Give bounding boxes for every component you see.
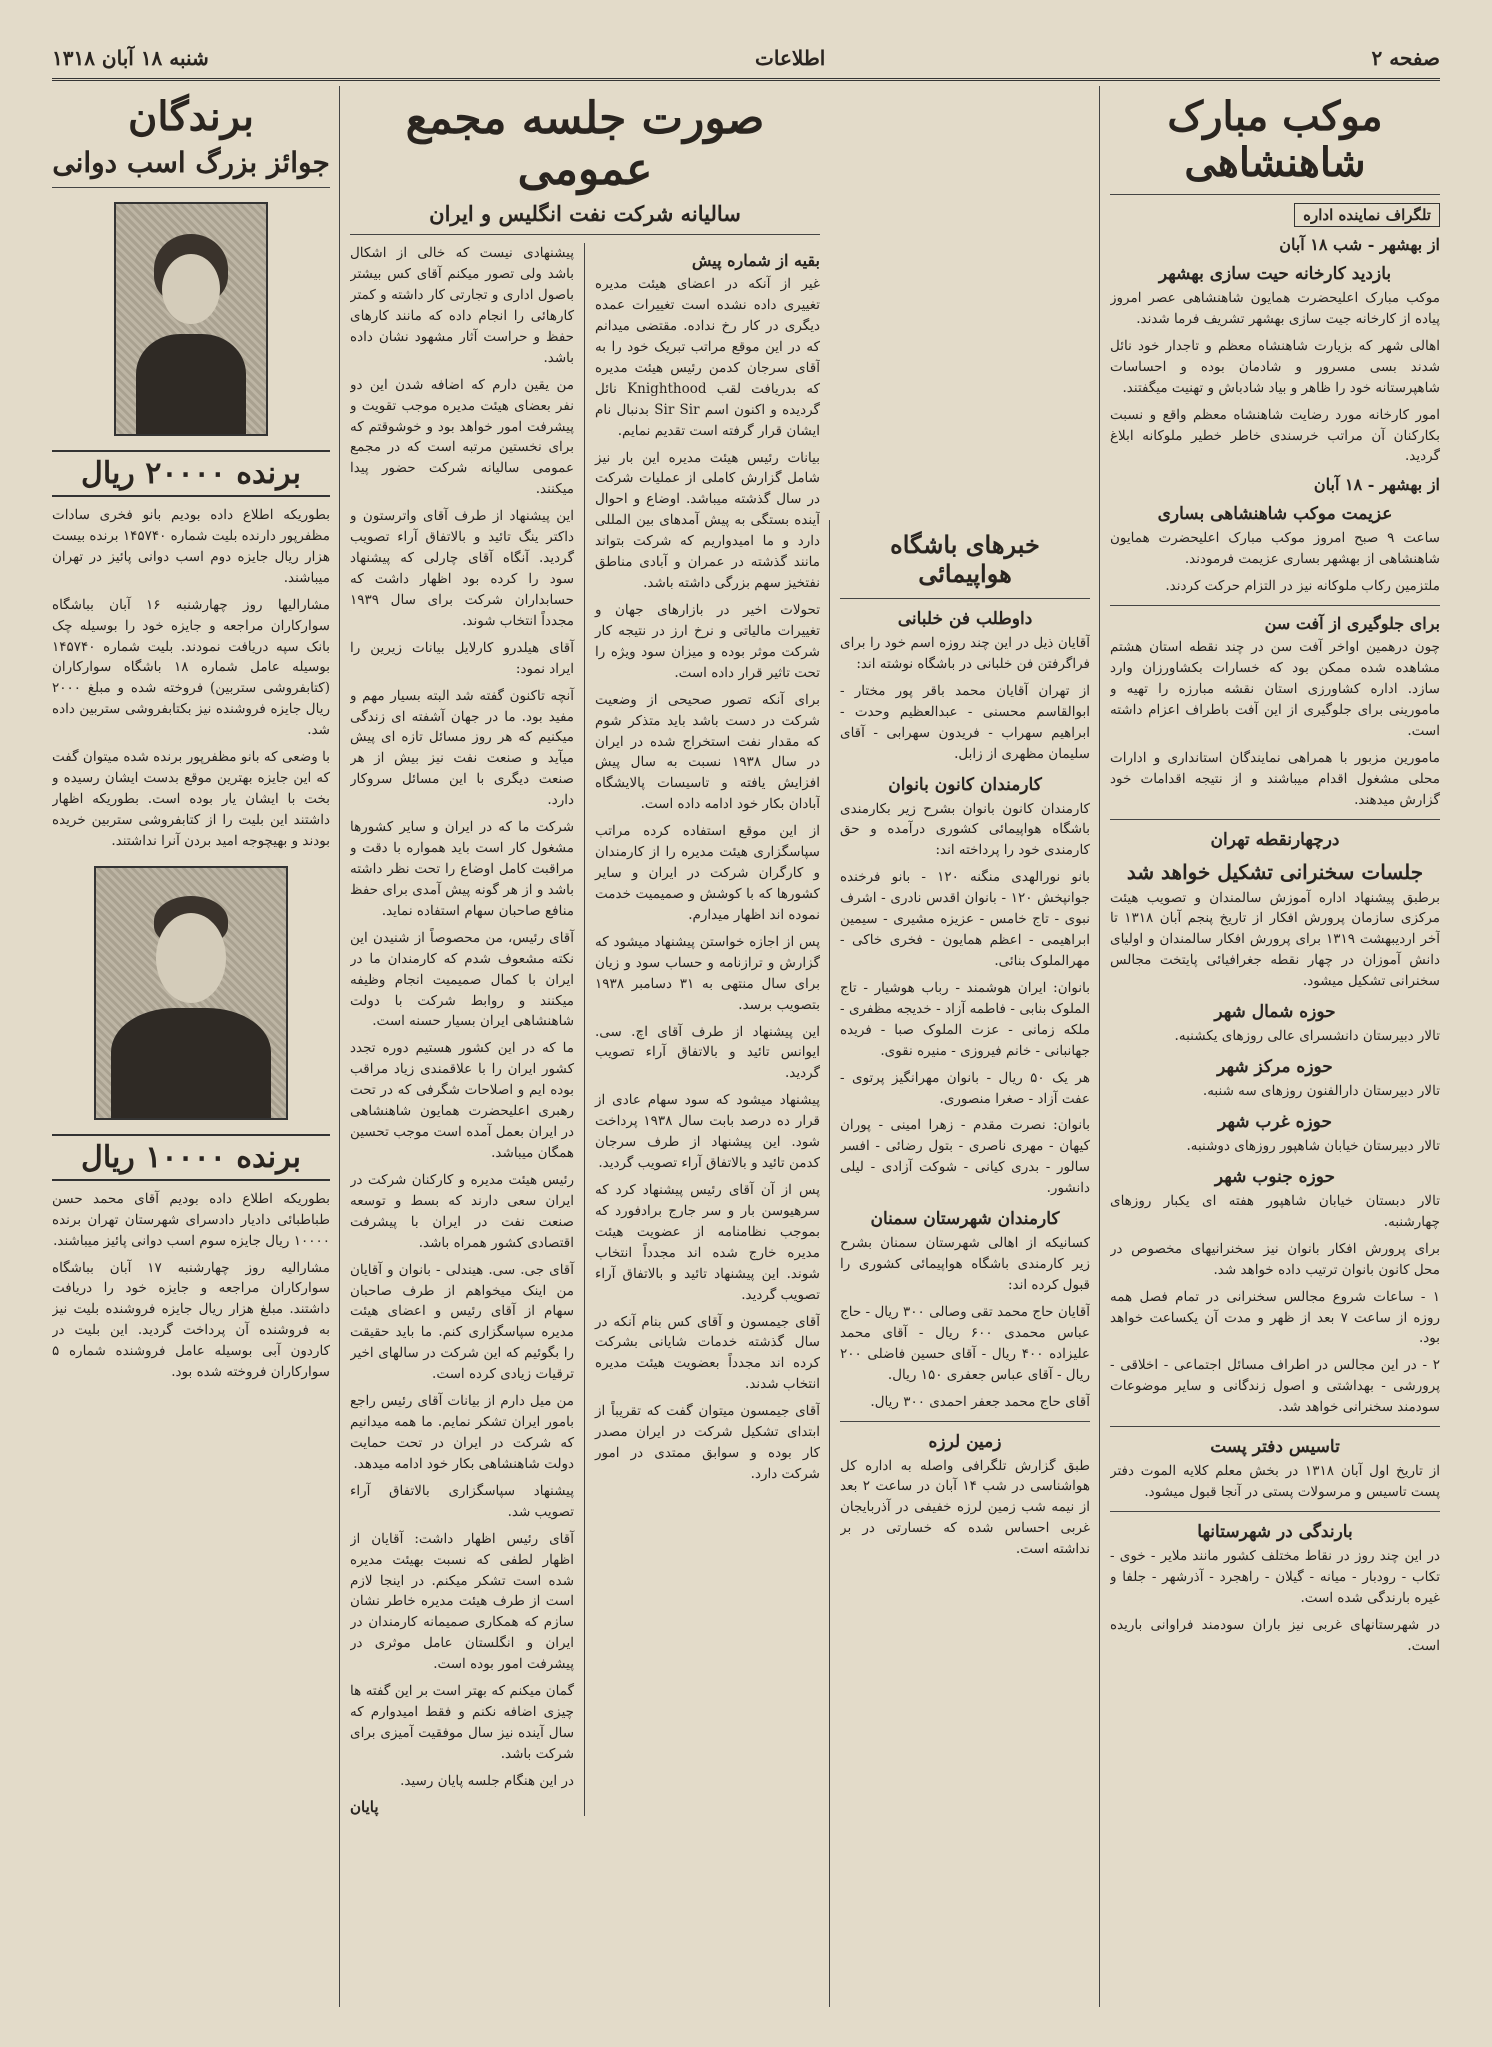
article-paragraph: مامورین مزبور با همراهی نمایندگان استانداری و ادارات محلی مشغول اقدام میباشند و از نتیجه اقدامات خود گزارش میدهند. [1110, 749, 1440, 808]
issue-date: شنبه ۱۸ آبان ۱۳۱۸ [52, 46, 209, 70]
article-paragraph: این پیشنهاد از طرف آقای اچ. سی. ایوانس تائید و بالاتفاق آراء تصویب گردید. [595, 1023, 820, 1082]
article-paragraph: این پیشنهاد از طرف آقای واترستون و داکتر ینگ تائید و بالاتفاق آراء تصویب گردید. آنگاه آقای چارلی که پیشنهاد سود را کرده بود اظهار داشت که حسابداران شرکت برای سال ۱۹۳۹ مجدداً انتخاب شوند. [350, 508, 575, 629]
subhead-semnan-members: کارمندان شهرستان سمنان [870, 1209, 1060, 1230]
article-paragraph: ملتزمین رکاب ملوکانه نیز در التزام حرکت کردند. [1165, 578, 1440, 595]
column-aviation-news [840, 520, 1090, 2007]
article-paragraph: رئیس هیئت مدیره و کارکنان شرکت در ایران سعی دارند که بسط و توسعه صنعت نفت در ایران با پیشرفت اقتصادی کشور همراه باشد. [350, 1171, 575, 1251]
article-paragraph: پیشنهاد سپاسگزاری بالاتفاق آراء تصویب شد. [350, 1482, 575, 1520]
article-paragraph: از تاریخ اول آبان ۱۳۱۸ در بخش معلم کلایه الموت دفتر پست تاسیس و مرسولات پستی در آنجا قبول میشود. [1110, 1463, 1440, 1501]
article-paragraph: غیر از آنکه در اعضای هیئت مدیره تغییری داده نشده است تغییرات عمده دیگری در کار رخ نداده. مقتضی میدانم که در این موقع مراتب تبریک خود را به آقای سرجان کدمن رئیس هیئت مدیره که بدریافت لقب Knighthood نائل گردیده و اکنون اسم Sir Sir بدنبال نام ایشان قرار گرفته است تقدیم نمایم. [595, 276, 820, 439]
assembly-subcol-left [350, 243, 574, 1816]
article-paragraph: از تهران آقایان محمد باقر پور مختار - ابوالقاسم محسنی - عبدالعظیم وحدت - ابراهیم سهراب - فریدون سهرابی - آقای سلیمان مظهری از زابل. [840, 682, 1090, 762]
column-divider [584, 243, 585, 1816]
continued-label: بقیه از شماره پیش [691, 251, 820, 271]
article-paragraph: پس از آن آقای رئیس پیشنهاد کرد که سرهیوسن بار و سر جارج برادفورد که بموجب نظامنامه از عضویت هیئت مدیره خارج شده اند مجدداً انتخاب شوند. این پیشنهاد تائید و بالاتفاق آراء تصویب گردید. [595, 1181, 820, 1303]
subhead-post-office: تاسیس دفتر پست [1210, 1437, 1340, 1458]
article-paragraph: آقای جی. سی. هیندلی - بانوان و آقایان من اینک میخواهم از طرف صاحبان سهام از آقای رئیس و اعضای هیئت مدیره سپاسگزاری کنم. ما باید حقیقت را بگوئیم که این شرکت در سالهای اخیر ترقیات زیادی کرده است. [350, 1261, 575, 1383]
assembly-body [350, 243, 820, 1816]
article-paragraph: گمان میکنم که بهتر است بر این گفته ها چیزی اضافه نکنم و فقط امیدوارم که سال آینده نیز سال موفقیت آمیزی برای شرکت باشد. [350, 1683, 575, 1762]
article-paragraph: بطوریکه اطلاع داده بودیم بانو فخری سادات مظفرپور دارنده بلیت شماره ۱۴۵۷۴۰ برنده بیست هزار ریال جایزه دوم اسب دوانی پائیز در تهران میباشند. [52, 507, 330, 586]
article-paragraph: پس از اجازه خواستن پیشنهاد میشود که گزارش و ترازنامه و حساب سود و زیان برای سال منتهی به ۳۱ دسامبر ۱۹۳۸ بتصویب برسد. [595, 933, 820, 1013]
district-north: حوزه شمال شهر [1214, 1002, 1336, 1023]
article-paragraph: شرکت ما که در ایران و سایر کشورها مشغول کار است باید همواره با دقت و مراقبت کامل اوضاع را تحت نظر داشته باشد و از هر گونه پیش آمدی برای حفظ منافع صاحبان سهام استفاده نماید. [350, 819, 575, 919]
article-paragraph: بانوان: ایران هوشمند - رباب هوشیار - تاج الملوک بنابی - فاطمه آزاد - خدیجه مظفری - ملکه زمانی - عزت الملوک صبا - فریده جهانبانی - خانم فیروزی - منیره نقوی. [840, 979, 1090, 1059]
subhead-earthquake: زمین لرزه [928, 1431, 1002, 1452]
article-paragraph: تالار دبیرستان دارالفنون روزهای سه شنبه. [1202, 1083, 1440, 1100]
article-paragraph: تحولات اخیر در بازارهای جهان و تغییرات مالیاتی و نرخ ارز در نتیجه کار شرکت موثر بوده و میزان سود ویژه را تحت تاثیر قرار داده است. [595, 602, 820, 681]
article-paragraph: در شهرستانهای غربی نیز باران سودمند فراوانی باریده است. [1110, 1616, 1440, 1654]
article-paragraph: طبق گزارش تلگرافی واصله به اداره کل هواشناسی در شب ۱۴ آبان در ساعت ۲ بعد از نیمه شب زمین لرزه خفیفی در آذربایجان غربی احساس شده که خسارتی در بر نداشته است. [840, 1457, 1090, 1558]
subhead-factory-visit: بازدید کارخانه حیت سازی بهشهر [1158, 264, 1392, 284]
article-paragraph: ۲ - در این مجالس در اطراف مسائل اجتماعی - اخلاقی - پرورشی - بهداشتی و اصول زندگانی و سایر موضوعات سودمند سخنرانی خواهد شد. [1110, 1357, 1440, 1416]
district-south: حوزه جنوب شهر [1214, 1166, 1336, 1187]
winners-subtitle: جوائز بزرگ اسب دوانی [52, 146, 330, 179]
article-paragraph: در این هنگام جلسه پایان رسید. [400, 1772, 575, 1789]
article-paragraph: اهالی شهر که بزیارت شاهنشاه معظم و تاجدار خود نائل شدند بسی مسرور و شادمان بوده و احساسات شاهپرستانه خود را ظاهر و بیاد شادباش و تهنیت میگفتند. [1110, 337, 1440, 396]
subhead-four-points: درچهارنقطه تهران [1210, 829, 1340, 850]
assembly-subcol-right [595, 243, 820, 1816]
article-paragraph: آقایان حاج محمد تقی وصالی ۳۰۰ ریال - حاج عباس محمدی ۶۰۰ ریال - آقای محمد علیزاده ۴۰۰ ریال - آقای حسین فاضلی ۲۰۰ ریال - آقای عباس جعفری ۱۵۰ ریال. [840, 1303, 1090, 1383]
column-divider [1099, 86, 1100, 2007]
article-paragraph: چون درهمین اواخر آفت سن در چند نقطه استان هشتم مشاهده شده ممکن بود که خسارات بکشاورزان وارد سازد. اداره کشاورزی استان نقشه مبارزه را تهیه و مامورینی برای جلوگیری از این آفت باطراف اعزام داشته است. [1110, 639, 1440, 739]
prize-20000-heading: برنده ۲۰۰۰۰ ریال [52, 450, 330, 497]
article-paragraph: مشارالیه روز چهارشنبه ۱۷ آبان بباشگاه سوارکاران مراجعه و جایزه خود را دریافت داشتند. مبلغ هزار ریال جایزه فروشنده بلیت نیز به فروشنده آن پرداخت گردید. این بلیت در کاردون آبی بوسیله عامل فروشنده شماره ۵ سوارکاران فروخته شده بود. [52, 1259, 330, 1381]
article-paragraph: ۱ - ساعات شروع مجالس سخنرانی در تمام فصل همه روزه از ساعت ۷ بعد از ظهر و مدت آن یکساعت خواهد بود. [1110, 1288, 1440, 1347]
winner-photo-man [94, 866, 288, 1120]
column-divider [339, 86, 340, 2007]
column-divider [829, 520, 830, 2007]
dateline-1: از بهشهر - شب ۱۸ آبان [1279, 235, 1440, 254]
newspaper-name: اطلاعات [755, 46, 826, 70]
article-paragraph: موکب مبارک اعلیحضرت همایون شاهنشاهی عصر امروز پیاده از کارخانه جیت سازی بهشهر تشریف فرما شدند. [1110, 290, 1440, 327]
article-paragraph: من یقین دارم که اضافه شدن این دو نفر بعضای هیئت مدیره موجب تقویت و پیشرفت امور خواهد بود و خوشوقتم که برای نخستین مرتبه است که در مجمع عمومی سالیانه شرکت حضور پیدا میکنند. [350, 376, 575, 498]
article-paragraph: آقایان ذیل در این چند روزه اسم خود را برای فراگرفتن فن خلبانی در باشگاه نوشته اند: [840, 635, 1090, 672]
article-paragraph: آقای جیمسون و آقای کس بنام آنکه در سال گذشته خدمات شایانی بشرکت کرده اند مجدداً بعضویت هیئت مدیره انتخاب شدند. [595, 1313, 820, 1393]
article-paragraph: برای آنکه تصور صحیحی از وضعیت شرکت در دست باشد باید متذکر شوم که مقدار نفت استخراج شده در ایران در سال ۱۹۳۸ نسبت به سال پیش افزایش یافته و تاسیسات پالایشگاه آبادان بکار خود ادامه داده است. [595, 691, 820, 813]
article-paragraph: آقای رئیس، من محصوصاً از شنیدن این نکته مشعوف شدم که کارمندان ما در ایران با کمال صمیمیت انجام وظیفه میکنند و روابط شرکت با دولت شاهنشاهی ایران بسیار حسنه است. [350, 929, 575, 1030]
end-label: پایان [350, 1797, 379, 1816]
article-paragraph: از این موقع استفاده کرده مراتب سپاسگزاری هیئت مدیره را از کارمندان و کارگران شرکت در ایران و سایر کشورها که با کوشش و صمیمیت خدمت نموده اند اظهار میدارم. [595, 823, 820, 923]
subhead-departure: عزیمت موکب شاهنشاهی بساری [1157, 504, 1393, 525]
page-number: صفحه ۲ [1371, 46, 1440, 70]
dateline-2: از بهشهر - ۱۸ آبان [1313, 475, 1440, 495]
district-center: حوزه مرکز شهر [1217, 1057, 1333, 1078]
article-paragraph: تالار دبستان خیابان شاهپور هفته ای یکبار روزهای چهارشنبه. [1110, 1192, 1440, 1230]
article-paragraph: بانوان: نصرت مقدم - زهرا امینی - پوران کیهان - مهری ناصری - بتول رضائی - افسر سالور - بدری کیانی - شوکت آزادی - لیلی دانشور. [840, 1117, 1090, 1197]
subhead-pilot-volunteers: داوطلب فن خلبانی [897, 609, 1033, 629]
article-paragraph: آقای رئیس اظهار داشت: آقایان از اظهار لطفی که نسبت بهیئت مدیره شده است تشکر میکنم. در اینجا لازم است از طرف هیئت مدیره خاطر نشان سازم که همکاری صمیمانه کارمندان در ایران و انگلستان عامل موثری در پیشرفت امور بوده است. [350, 1530, 575, 1673]
article-paragraph: آقای حاج محمد جعفر احمدی ۳۰۰ ریال. [870, 1393, 1090, 1410]
article-paragraph: هر یک ۵۰ ریال - بانوان مهرانگیز پرتوی - عفت آزاد - صغرا منصوری. [840, 1069, 1090, 1107]
article-paragraph: بطوریکه اطلاع داده بودیم آقای محمد حسن طباطبائی دادیار دادسرای شهرستان تهران برنده ۱۰۰۰۰ ریال جایزه سوم اسب دوانی پائیز میباشند. [52, 1190, 330, 1249]
assembly-subtitle: سالیانه شرکت نفت انگلیس و ایران [429, 201, 741, 227]
article-paragraph: پیشنهاد میشود که سود سهام عادی از قرار ده درصد بابت سال ۱۹۳۸ پرداخت شود. این پیشنهاد از طرف سرجان کدمن تائید و بالاتفاق آراء تصویب گردید. [595, 1092, 820, 1172]
article-paragraph: تالار دبیرستان دانشسرای عالی روزهای یکشنبه. [1174, 1028, 1440, 1045]
article-paragraph: ساعت ۹ صبح امروز موکب مبارک اعلیحضرت همایون شاهنشاهی از بهشهر بساری عزیمت فرمودند. [1110, 530, 1440, 568]
subhead-pest: برای جلوگیری از آفت سن [1264, 614, 1440, 634]
column-assembly-minutes [350, 86, 820, 2007]
royal-procession-title: موکب مبارک شاهنشاهی [1167, 93, 1383, 186]
prize-10000-heading: برنده ۱۰۰۰۰ ریال [52, 1134, 330, 1181]
article-paragraph: من میل دارم از بیانات آقای رئیس راجع بامور ایران تشکر نمایم. ما همه میدانیم که شرکت در ایران در تحت حمایت دولت شاهنشاهی بکار خود ادامه میدهد. [350, 1393, 575, 1472]
winners-title: برندگان [128, 93, 254, 140]
article-paragraph: ما که در این کشور هستیم دوره تجدد کشور ایران را با علاقمندی زیاد مراقب بوده ایم و اصلاحات شگرفی که در تحت رهبری اعلیحضرت همایون شاهنشاهی در ایران بعمل آمده است موجب تحسین همگان میباشد. [350, 1040, 575, 1161]
subhead-rainfall: بارندگی در شهرستانها [1197, 1521, 1353, 1542]
article-paragraph: آنچه تاکنون گفته شد البته بسیار مهم و مفید بود. ما در جهان آشفته ای زندگی میکنیم که هر روز مسائل تازه ای پیش میآید و صنعت نفت نیز بیش از هر صنعت دیگری با این مسائل سروکار دارد. [350, 687, 575, 809]
subhead-lectures: جلسات سخنرانی تشکیل خواهد شد [1126, 859, 1424, 884]
article-paragraph: بیانات رئیس هیئت مدیره این بار نیز شامل گزارش کاملی از عملیات شرکت در سال گذشته میباشد. اوضاع و احوال آینده بستگی به پیش آمدهای بین المللی دارد و ما امیدواریم که شرکت بتواند مانند گذشته در عمران و آبادی مناطق نفتخیز سهم بزرگی داشته باشد. [595, 449, 820, 592]
article-paragraph: آقای هیلدرو کارلایل بیانات زیرین را ایراد نمود: [350, 639, 575, 677]
column-royal-news [1110, 86, 1440, 2007]
article-paragraph: بانو نورالهدی منگنه ۱۲۰ - بانو فرخنده جوانپخش ۱۲۰ - بانوان اقدس نادری - اشرف نبوی - تاج خامس - عزیزه مشیری - سیمین ابراهیمی - اعظم همایون - فخری خاکی - مهرالملوک بنائی. [840, 869, 1090, 969]
assembly-title: صورت جلسه مجمع عمومی [405, 93, 765, 195]
article-paragraph: آقای جیمسون میتوان گفت که تقریباً از ابتدای تشکیل شرکت در ایران مصدر کار بوده و سوابق ممتدی در امور شرکت دارد. [595, 1403, 820, 1482]
article-paragraph: برای پرورش افکار بانوان نیز سخنرانیهای مخصوص در محل کانون بانوان ترتیب داده خواهد شد. [1110, 1240, 1440, 1278]
article-paragraph: کسانیکه از اهالی شهرستان سمنان بشرح زیر کارمندی باشگاه هواپیمائی کشوری را قبول کرده اند: [840, 1235, 1090, 1293]
district-west: حوزه غرب شهر [1218, 1111, 1332, 1132]
article-paragraph: پیشنهادی نیست که خالی از اشکال باشد ولی تصور میکنم آقای کس بیشتر باصول اداری و تجارتی کار داشته و کمتر کارهائی را انجام داده که مانند کارهای حفظ و حراست آثار مشهود نشان داده باشد. [350, 245, 575, 366]
article-paragraph: امور کارخانه مورد رضایت شاهنشاه معظم واقع و نسبت بکارکنان آن مراتب خرسندی خاطر خطیر ملوکانه ابلاغ گردید. [1110, 406, 1440, 465]
winner-photo-woman [114, 202, 268, 436]
article-paragraph: برطبق پیشنهاد اداره آموزش سالمندان و تصویب هیئت مرکزی سازمان پرورش افکار از تاریخ پنجم آبان ۱۳۱۸ تا آخر اردیبهشت ۱۳۱۹ برای پرورش افکار سالمندان و اولیای دانش آموزان در چهار نقطه جغرافیائی پایتخت مجالس سخنرانی تشکیل میشود. [1110, 889, 1440, 990]
article-paragraph: با وضعی که بانو مظفرپور برنده شده میتوان گفت که این جایزه بهترین موقع بدست ایشان رسیده و بخت با ایشان یار بوده است. بطوریکه اظهار داشتند این بلیت را از کتابفروشی ستربین خریده بودند و بهیچوجه امید بردن آنرا نداشتند. [52, 749, 330, 849]
article-paragraph: مشارالیها روز چهارشنبه ۱۶ آبان بباشگاه سوارکاران مراجعه و جایزه خود را بوسیله چک بانک سپه دریافت نمودند. بلیت شماره ۱۴۵۷۴۰ بوسیله عامل شماره ۱۸ باشگاه سوارکاران (کتابفروشی ستربین) فروخته شده و مبلغ ۲۰۰۰ ریال جایزه فروشنده نیز بکتابفروشی ستربین داده شد. [52, 596, 330, 739]
subhead-women-members: کارمندان کانون بانوان [888, 774, 1042, 795]
article-paragraph: کارمندان کانون بانوان بشرح زیر بکارمندی باشگاه هواپیمائی کشوری درآمده و حق کارمندی خود را پرداخته اند: [840, 800, 1090, 859]
masthead [52, 38, 1440, 81]
article-paragraph: تالار دبیرستان خیابان شاهپور روزهای دوشنبه. [1186, 1137, 1440, 1154]
article-paragraph: در این چند روز در نقاط مختلف کشور مانند ملایر - خوی - تکاب - رودبار - میانه - گیلان - راهجرد - آذرشهر - جلفا و غیره بارندگی شده است. [1110, 1547, 1440, 1606]
telegraph-label: تلگراف نماینده اداره [1110, 203, 1440, 227]
aviation-club-title: خبرهای باشگاه هواپیمائی [890, 530, 1040, 588]
column-race-winners [52, 86, 330, 2007]
